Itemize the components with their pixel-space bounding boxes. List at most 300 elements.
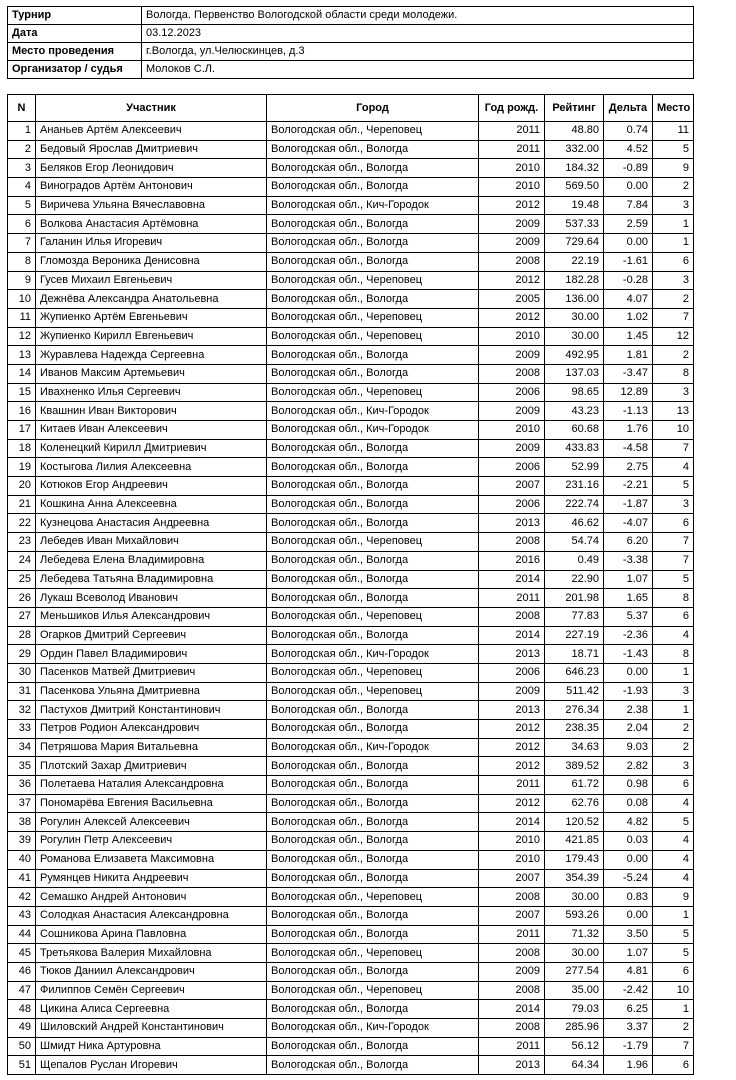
table-row (8, 290, 694, 309)
cell-delta: -4.07 (604, 514, 653, 533)
cell-rating: 77.83 (545, 607, 604, 626)
cell-place: 7 (653, 308, 694, 327)
cell-city: Вологодская обл., Вологда (267, 850, 479, 869)
cell-place: 6 (653, 607, 694, 626)
cell-birth-year: 2010 (479, 327, 545, 346)
cell-city: Вологодская обл., Кич-Городок (267, 738, 479, 757)
cell-delta: 0.00 (604, 850, 653, 869)
cell-participant: Котюков Егор Андреевич (36, 477, 267, 496)
info-value: г.Вологда, ул.Челюскинцев, д.3 (142, 43, 694, 61)
cell-participant: Семашко Андрей Антонович (36, 888, 267, 907)
cell-place: 4 (653, 832, 694, 851)
table-row (8, 439, 694, 458)
cell-number: 47 (8, 981, 36, 1000)
cell-delta: -1.13 (604, 402, 653, 421)
cell-birth-year: 2009 (479, 346, 545, 365)
table-header-row (8, 95, 694, 122)
info-row (8, 43, 694, 61)
cell-place: 6 (653, 252, 694, 271)
cell-number: 36 (8, 776, 36, 795)
cell-participant: Ордин Павел Владимирович (36, 645, 267, 664)
cell-city: Вологодская обл., Вологда (267, 813, 479, 832)
cell-rating: 179.43 (545, 850, 604, 869)
cell-birth-year: 2012 (479, 794, 545, 813)
cell-city: Вологодская обл., Вологда (267, 906, 479, 925)
cell-place: 6 (653, 776, 694, 795)
cell-participant: Ананьев Артём Алексеевич (36, 122, 267, 141)
cell-birth-year: 2008 (479, 1019, 545, 1038)
cell-rating: 222.74 (545, 495, 604, 514)
cell-delta: 7.84 (604, 196, 653, 215)
table-row (8, 682, 694, 701)
cell-number: 45 (8, 944, 36, 963)
cell-place: 7 (653, 551, 694, 570)
table-row (8, 196, 694, 215)
cell-delta: 0.03 (604, 832, 653, 851)
cell-city: Вологодская обл., Череповец (267, 327, 479, 346)
cell-participant: Коленецкий Кирилл Дмитриевич (36, 439, 267, 458)
cell-place: 1 (653, 215, 694, 234)
header-place: Место (653, 95, 694, 122)
cell-participant: Квашнин Иван Викторович (36, 402, 267, 421)
table-row (8, 514, 694, 533)
cell-city: Вологодская обл., Вологда (267, 159, 479, 178)
cell-rating: 79.03 (545, 1000, 604, 1019)
cell-delta: 12.89 (604, 383, 653, 402)
cell-participant: Сошникова Арина Павловна (36, 925, 267, 944)
cell-rating: 64.34 (545, 1056, 604, 1075)
cell-birth-year: 2012 (479, 738, 545, 757)
cell-participant: Солодкая Анастасия Александровна (36, 906, 267, 925)
cell-city: Вологодская обл., Вологда (267, 477, 479, 496)
cell-city: Вологодская обл., Вологда (267, 252, 479, 271)
cell-number: 10 (8, 290, 36, 309)
cell-delta: -4.58 (604, 439, 653, 458)
cell-delta: 1.07 (604, 570, 653, 589)
cell-place: 11 (653, 122, 694, 141)
table-row (8, 850, 694, 869)
cell-city: Вологодская обл., Вологда (267, 346, 479, 365)
cell-rating: 71.32 (545, 925, 604, 944)
table-row (8, 626, 694, 645)
info-label: Дата (8, 25, 142, 43)
cell-participant: Романова Елизавета Максимовна (36, 850, 267, 869)
cell-participant: Щепалов Руслан Игоревич (36, 1056, 267, 1075)
header-number: N (8, 95, 36, 122)
cell-rating: 22.90 (545, 570, 604, 589)
cell-city: Вологодская обл., Вологда (267, 364, 479, 383)
cell-participant: Петров Родион Александрович (36, 720, 267, 739)
cell-rating: 201.98 (545, 589, 604, 608)
cell-rating: 48.80 (545, 122, 604, 141)
cell-place: 6 (653, 1056, 694, 1075)
cell-delta: 0.00 (604, 234, 653, 253)
table-row (8, 551, 694, 570)
cell-place: 8 (653, 645, 694, 664)
cell-delta: 2.04 (604, 720, 653, 739)
info-value: Молоков С.Л. (142, 61, 694, 79)
cell-rating: 120.52 (545, 813, 604, 832)
table-row (8, 981, 694, 1000)
cell-birth-year: 2011 (479, 1037, 545, 1056)
cell-rating: 19.48 (545, 196, 604, 215)
cell-birth-year: 2008 (479, 533, 545, 552)
table-row (8, 533, 694, 552)
cell-participant: Рогулин Петр Алексеевич (36, 832, 267, 851)
cell-number: 25 (8, 570, 36, 589)
cell-place: 3 (653, 495, 694, 514)
cell-number: 23 (8, 533, 36, 552)
cell-number: 35 (8, 757, 36, 776)
cell-participant: Волкова Анастасия Артёмовна (36, 215, 267, 234)
cell-rating: 332.00 (545, 140, 604, 159)
cell-birth-year: 2006 (479, 383, 545, 402)
cell-delta: 2.59 (604, 215, 653, 234)
cell-participant: Тюков Даниил Александрович (36, 962, 267, 981)
cell-city: Вологодская обл., Вологда (267, 178, 479, 197)
cell-city: Вологодская обл., Вологда (267, 589, 479, 608)
cell-participant: Петряшова Мария Витальевна (36, 738, 267, 757)
cell-place: 7 (653, 439, 694, 458)
cell-delta: 1.96 (604, 1056, 653, 1075)
cell-city: Вологодская обл., Вологда (267, 869, 479, 888)
cell-participant: Шиловский Андрей Константинович (36, 1019, 267, 1038)
table-row (8, 607, 694, 626)
cell-city: Вологодская обл., Вологда (267, 140, 479, 159)
table-row (8, 1056, 694, 1075)
cell-rating: 52.99 (545, 458, 604, 477)
cell-number: 7 (8, 234, 36, 253)
cell-birth-year: 2008 (479, 888, 545, 907)
table-row (8, 701, 694, 720)
cell-birth-year: 2011 (479, 140, 545, 159)
cell-city: Вологодская обл., Вологда (267, 215, 479, 234)
cell-number: 5 (8, 196, 36, 215)
cell-city: Вологодская обл., Вологда (267, 439, 479, 458)
cell-place: 8 (653, 364, 694, 383)
cell-rating: 34.63 (545, 738, 604, 757)
info-value: Вологда. Первенство Вологодской области среди молодежи. (142, 7, 694, 25)
cell-place: 2 (653, 1019, 694, 1038)
cell-place: 4 (653, 626, 694, 645)
table-row (8, 383, 694, 402)
cell-birth-year: 2006 (479, 495, 545, 514)
cell-number: 18 (8, 439, 36, 458)
cell-number: 12 (8, 327, 36, 346)
cell-city: Вологодская обл., Череповец (267, 682, 479, 701)
table-row (8, 1019, 694, 1038)
table-row (8, 271, 694, 290)
cell-participant: Виноградов Артём Антонович (36, 178, 267, 197)
cell-participant: Пастухов Дмитрий Константинович (36, 701, 267, 720)
cell-participant: Дежнёва Александра Анатольевна (36, 290, 267, 309)
table-row (8, 346, 694, 365)
cell-participant: Пасенкова Ульяна Дмитриевна (36, 682, 267, 701)
cell-birth-year: 2008 (479, 364, 545, 383)
cell-number: 30 (8, 663, 36, 682)
cell-city: Вологодская обл., Вологда (267, 832, 479, 851)
cell-participant: Шмидт Ника Артуровна (36, 1037, 267, 1056)
cell-city: Вологодская обл., Вологда (267, 1037, 479, 1056)
cell-birth-year: 2009 (479, 962, 545, 981)
cell-delta: 6.20 (604, 533, 653, 552)
cell-place: 5 (653, 925, 694, 944)
tournament-info-table (7, 6, 694, 79)
cell-place: 10 (653, 981, 694, 1000)
cell-place: 5 (653, 477, 694, 496)
cell-city: Вологодская обл., Кич-Городок (267, 1019, 479, 1038)
cell-city: Вологодская обл., Вологда (267, 794, 479, 813)
cell-delta: -0.89 (604, 159, 653, 178)
cell-rating: 60.68 (545, 421, 604, 440)
cell-rating: 227.19 (545, 626, 604, 645)
table-row (8, 720, 694, 739)
cell-city: Вологодская обл., Вологда (267, 925, 479, 944)
table-row (8, 832, 694, 851)
cell-city: Вологодская обл., Вологда (267, 701, 479, 720)
table-row (8, 122, 694, 141)
info-label: Турнир (8, 7, 142, 25)
cell-city: Вологодская обл., Череповец (267, 383, 479, 402)
cell-birth-year: 2010 (479, 850, 545, 869)
cell-birth-year: 2012 (479, 720, 545, 739)
table-row (8, 252, 694, 271)
cell-city: Вологодская обл., Вологда (267, 626, 479, 645)
cell-rating: 421.85 (545, 832, 604, 851)
cell-delta: 3.50 (604, 925, 653, 944)
cell-participant: Жупиенко Кирилл Евгеньевич (36, 327, 267, 346)
cell-city: Вологодская обл., Вологда (267, 234, 479, 253)
cell-rating: 729.64 (545, 234, 604, 253)
cell-number: 1 (8, 122, 36, 141)
cell-delta: -2.36 (604, 626, 653, 645)
cell-city: Вологодская обл., Кич-Городок (267, 402, 479, 421)
cell-rating: 98.65 (545, 383, 604, 402)
cell-delta: 1.76 (604, 421, 653, 440)
cell-city: Вологодская обл., Череповец (267, 308, 479, 327)
table-row (8, 364, 694, 383)
cell-birth-year: 2005 (479, 290, 545, 309)
cell-number: 2 (8, 140, 36, 159)
cell-place: 9 (653, 159, 694, 178)
table-row (8, 421, 694, 440)
cell-number: 27 (8, 607, 36, 626)
cell-place: 1 (653, 701, 694, 720)
cell-place: 4 (653, 794, 694, 813)
cell-birth-year: 2009 (479, 682, 545, 701)
cell-birth-year: 2013 (479, 645, 545, 664)
cell-participant: Третьякова Валерия Михайловна (36, 944, 267, 963)
table-row (8, 140, 694, 159)
cell-participant: Виричева Ульяна Вячеславовна (36, 196, 267, 215)
header-birth-year: Год рожд. (479, 95, 545, 122)
cell-place: 2 (653, 290, 694, 309)
cell-place: 7 (653, 533, 694, 552)
cell-participant: Рогулин Алексей Алексеевич (36, 813, 267, 832)
cell-number: 49 (8, 1019, 36, 1038)
cell-city: Вологодская обл., Вологда (267, 570, 479, 589)
cell-place: 6 (653, 514, 694, 533)
cell-delta: -5.24 (604, 869, 653, 888)
cell-participant: Румянцев Никита Андреевич (36, 869, 267, 888)
cell-delta: 0.00 (604, 906, 653, 925)
cell-birth-year: 2009 (479, 439, 545, 458)
cell-delta: 6.25 (604, 1000, 653, 1019)
cell-rating: 46.62 (545, 514, 604, 533)
cell-number: 28 (8, 626, 36, 645)
cell-delta: 4.82 (604, 813, 653, 832)
cell-birth-year: 2013 (479, 1056, 545, 1075)
cell-delta: 1.65 (604, 589, 653, 608)
table-row (8, 757, 694, 776)
cell-number: 50 (8, 1037, 36, 1056)
cell-delta: -2.42 (604, 981, 653, 1000)
table-row (8, 813, 694, 832)
cell-place: 5 (653, 944, 694, 963)
cell-number: 43 (8, 906, 36, 925)
cell-city: Вологодская обл., Череповец (267, 981, 479, 1000)
cell-place: 5 (653, 140, 694, 159)
cell-city: Вологодская обл., Вологда (267, 1056, 479, 1075)
cell-city: Вологодская обл., Вологда (267, 962, 479, 981)
cell-number: 40 (8, 850, 36, 869)
cell-city: Вологодская обл., Вологда (267, 290, 479, 309)
header-delta: Дельта (604, 95, 653, 122)
cell-number: 4 (8, 178, 36, 197)
table-row (8, 308, 694, 327)
table-row (8, 869, 694, 888)
table-row (8, 234, 694, 253)
cell-number: 16 (8, 402, 36, 421)
cell-number: 34 (8, 738, 36, 757)
cell-birth-year: 2008 (479, 981, 545, 1000)
cell-rating: 277.54 (545, 962, 604, 981)
cell-number: 51 (8, 1056, 36, 1075)
cell-number: 21 (8, 495, 36, 514)
cell-number: 33 (8, 720, 36, 739)
cell-delta: 3.37 (604, 1019, 653, 1038)
cell-birth-year: 2014 (479, 1000, 545, 1019)
table-row (8, 738, 694, 757)
cell-place: 10 (653, 421, 694, 440)
cell-birth-year: 2008 (479, 944, 545, 963)
cell-place: 4 (653, 869, 694, 888)
cell-number: 17 (8, 421, 36, 440)
table-row (8, 159, 694, 178)
table-row (8, 570, 694, 589)
results-table (7, 94, 694, 1075)
cell-place: 2 (653, 346, 694, 365)
cell-delta: 0.00 (604, 663, 653, 682)
cell-number: 14 (8, 364, 36, 383)
cell-number: 44 (8, 925, 36, 944)
cell-delta: 1.07 (604, 944, 653, 963)
cell-rating: 137.03 (545, 364, 604, 383)
cell-rating: 56.12 (545, 1037, 604, 1056)
cell-birth-year: 2008 (479, 252, 545, 271)
cell-rating: 569.50 (545, 178, 604, 197)
cell-participant: Лукаш Всеволод Иванович (36, 589, 267, 608)
cell-participant: Плотский Захар Дмитриевич (36, 757, 267, 776)
table-row (8, 402, 694, 421)
cell-number: 37 (8, 794, 36, 813)
cell-delta: 4.52 (604, 140, 653, 159)
table-row (8, 477, 694, 496)
cell-birth-year: 2007 (479, 869, 545, 888)
cell-number: 24 (8, 551, 36, 570)
table-row (8, 458, 694, 477)
cell-place: 9 (653, 888, 694, 907)
header-rating: Рейтинг (545, 95, 604, 122)
cell-birth-year: 2007 (479, 906, 545, 925)
cell-participant: Иванов Максим Артемьевич (36, 364, 267, 383)
cell-city: Вологодская обл., Кич-Городок (267, 645, 479, 664)
cell-number: 38 (8, 813, 36, 832)
cell-delta: 4.81 (604, 962, 653, 981)
cell-delta: 0.98 (604, 776, 653, 795)
cell-rating: 30.00 (545, 308, 604, 327)
cell-number: 20 (8, 477, 36, 496)
cell-delta: 0.83 (604, 888, 653, 907)
cell-city: Вологодская обл., Череповец (267, 888, 479, 907)
cell-birth-year: 2007 (479, 477, 545, 496)
cell-rating: 231.16 (545, 477, 604, 496)
cell-place: 12 (653, 327, 694, 346)
cell-participant: Гусев Михаил Евгеньевич (36, 271, 267, 290)
cell-city: Вологодская обл., Вологда (267, 514, 479, 533)
cell-delta: 1.02 (604, 308, 653, 327)
cell-number: 42 (8, 888, 36, 907)
table-row (8, 1037, 694, 1056)
cell-rating: 18.71 (545, 645, 604, 664)
cell-place: 5 (653, 570, 694, 589)
cell-birth-year: 2012 (479, 757, 545, 776)
cell-birth-year: 2016 (479, 551, 545, 570)
cell-delta: -1.61 (604, 252, 653, 271)
header-city: Город (267, 95, 479, 122)
table-row (8, 888, 694, 907)
cell-delta: 0.08 (604, 794, 653, 813)
cell-place: 4 (653, 850, 694, 869)
cell-birth-year: 2009 (479, 402, 545, 421)
cell-place: 3 (653, 383, 694, 402)
cell-participant: Журавлева Надежда Сергеевна (36, 346, 267, 365)
cell-city: Вологодская обл., Кич-Городок (267, 196, 479, 215)
cell-city: Вологодская обл., Череповец (267, 944, 479, 963)
cell-rating: 30.00 (545, 944, 604, 963)
cell-city: Вологодская обл., Вологда (267, 776, 479, 795)
cell-participant: Галанин Илья Игоревич (36, 234, 267, 253)
cell-rating: 646.23 (545, 663, 604, 682)
cell-birth-year: 2010 (479, 159, 545, 178)
cell-delta: -0.28 (604, 271, 653, 290)
cell-place: 3 (653, 196, 694, 215)
cell-participant: Меньшиков Илья Александрович (36, 607, 267, 626)
cell-participant: Жупиенко Артём Евгеньевич (36, 308, 267, 327)
cell-birth-year: 2011 (479, 925, 545, 944)
table-row (8, 589, 694, 608)
cell-place: 7 (653, 1037, 694, 1056)
cell-delta: 0.74 (604, 122, 653, 141)
cell-number: 41 (8, 869, 36, 888)
cell-city: Вологодская обл., Вологда (267, 720, 479, 739)
cell-place: 4 (653, 458, 694, 477)
cell-birth-year: 2006 (479, 458, 545, 477)
cell-delta: 1.81 (604, 346, 653, 365)
cell-birth-year: 2013 (479, 514, 545, 533)
cell-delta: -3.47 (604, 364, 653, 383)
cell-place: 3 (653, 271, 694, 290)
